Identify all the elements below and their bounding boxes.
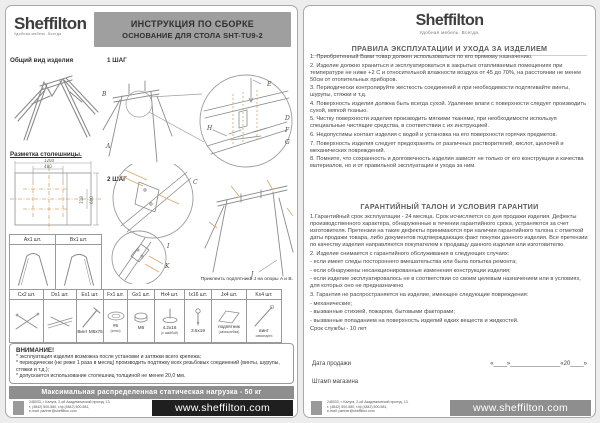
brand-tagline: Удобная мебель. Всегда. [419, 30, 480, 35]
footer-address-line3: e-mail: partner@sheffilton.com [327, 409, 375, 414]
dim-inner-height: 318 [79, 196, 84, 204]
part-icon-a-leg [13, 249, 53, 287]
fig-label-C: C [193, 179, 198, 186]
part-icon-i-screw [192, 308, 204, 328]
part-icon-b-leg [59, 249, 99, 287]
part-cell-j [211, 289, 247, 343]
part-cell-c [9, 289, 44, 343]
rules-text [310, 54, 589, 172]
part-name-f: #6 [112, 323, 119, 329]
warning-item: * допускается использование столешниц толщиной не менее 20,0 мм. [16, 373, 186, 380]
part-cell-d [43, 289, 77, 343]
rule-item: 8. Помните, что сохранность и долговечность изделия зависят не только от его конструкции и качества материалов, но и от правильной эксплуатации и ухода за ним. [310, 156, 584, 170]
part-name-e: Винт M6x75 [77, 329, 103, 335]
footer-address-line1: 248033, г. Калуга, 2-ой Академический проезд, 13, [29, 400, 111, 404]
part-sub-f: (ключ) [110, 328, 121, 333]
sale-date-blank[interactable]: «____»_______________«20____» [490, 361, 587, 367]
instruction-title: ИНСТРУКЦИЯ ПО СБОРКЕ [130, 19, 255, 29]
fig-label-J: J [251, 271, 254, 278]
rules-title: ПРАВИЛА ЭКСПЛУАТАЦИИ И УХОДА ЗА ИЗДЕЛИЕМ [312, 44, 587, 56]
warranty-line: Срок службы - 10 лет [310, 326, 367, 333]
part-icon-k-screw [252, 304, 276, 328]
part-cell-h [154, 289, 185, 343]
dim-outer-height: 600 [89, 196, 94, 204]
part-name-i: 3.5x19 [191, 328, 205, 334]
warranty-line: 1.Гарантийный срок эксплуатации - 24 месяца. Срок исчисляется со дня продажи изделия. Дефекты производственного характера, обнаруженные в течении гарантийного срока, устраняются за счет изготовителя. Претензии на такие дефекты принимаются при наличии гарантийного талона с отметкой даты продажи товара, либо документов подтверждающих факт покупки данного изделия. Все претензии по качеству изделия направляются покупателем к продавцу данного изделия или изготовителю. [310, 214, 588, 248]
part-icon-e-bolt [79, 307, 101, 329]
rule-item: 7. Поверхность изделия следует предохранять от различных растворителей, кислот, щелочей и механических повреждений. [310, 140, 564, 154]
part-label-a: Ax1 шт. [10, 235, 55, 245]
part-label-d: Dx1 шт. [44, 290, 76, 300]
store-stamp-label: Штамп магазина [312, 379, 359, 385]
warranty-title: ГАРАНТИЙНЫЙ ТАЛОН И УСЛОВИЯ ГАРАНТИИ [360, 202, 539, 211]
warning-item: * периодически (не реже 1 раза в месяц) производить подтяжку всех резьбовых соединений (винты, шурупы, стяжки и т.д.); [16, 360, 280, 373]
warranty-line: - если имеет следы постороннего вмешательства или была попытка ремонта; [310, 259, 517, 266]
rule-item: 1. Приобретенный Вами товар должен использоваться по его прямому назначению. [310, 54, 533, 60]
warning-title: ВНИМАНИЕ! [16, 347, 55, 354]
fig-label-E: E [267, 81, 272, 88]
part-label-i: Ix16 шт. [185, 290, 211, 300]
part-name-h: 4.2x16 [162, 325, 177, 331]
fig-label-F: F [285, 127, 290, 134]
footer-right [304, 400, 595, 417]
warning-box [9, 343, 294, 384]
fig-label-B: B [102, 91, 107, 98]
step2-label: 2 ШАГ [107, 176, 127, 183]
warranty-line: - вызванные попаданием на поверхность изделий едких веществ и жидкостей. [310, 317, 519, 324]
part-icon-f-key [106, 309, 126, 323]
fig-label-H: H [207, 125, 213, 132]
warranty-line: - если изделие эксплуатировалось не в соответствии со своим целевым назначением или в условиях, для которых оно не предназначено [310, 276, 581, 290]
part-label-c: Cx2 шт. [10, 290, 43, 300]
glue-note: Приклеить подпятники J на опоры A и B. [200, 277, 293, 282]
footer-address-line2: т. (4842) 500-580, т/ф (4842) 500-581, [327, 404, 388, 409]
fig-label-D: D [285, 115, 290, 122]
product-title: ОСНОВАНИЕ ДЛЯ СТОЛА SHT-TU9-2 [122, 31, 263, 40]
overview-drawing [10, 66, 100, 148]
brand-logo [14, 15, 86, 36]
part-label-f: Fx1 шт. [104, 290, 127, 300]
warning-item: * эксплуатация изделия возможна после установки и затяжки всего крепежа; [16, 354, 202, 360]
overview-label: Общий вид изделия [10, 57, 74, 64]
dim-inner-width: 480 [44, 164, 52, 169]
part-icon-j-pad [216, 308, 242, 324]
footer-logo-mark [311, 401, 322, 415]
part-name-j: подпятник [218, 324, 240, 330]
part-label-k: Kx4 шт. [247, 290, 281, 300]
brand-tagline: Удобная мебель. Всегда. [14, 32, 63, 36]
part-label-b: Bx1 шт. [56, 235, 101, 245]
rule-item: 6. Недопустимы контакт изделия с водой и установка на его поверхности горячих предметов. [310, 131, 558, 138]
part-sub-h: (с шайбой) [160, 330, 179, 335]
instruction-title-box [94, 12, 291, 47]
footer-address [327, 400, 408, 414]
rule-item: 3. Периодически контролируйте жесткость соединений и при необходимости подтягивайте винты, шурупы, стяжки и т.д. [310, 85, 570, 99]
part-name-k: винт [259, 328, 269, 334]
brand-logo-text: Sheffilton [14, 14, 87, 33]
fig-label-K: K [165, 263, 170, 270]
step1-label: 1 ШАГ [107, 57, 127, 64]
footer-address-line1: 248033, г. Калуга, 2-ой Академический проезд, 13, [327, 400, 409, 404]
footer-left [6, 400, 297, 417]
warranty-line: 3. Гарантия не распространяется на изделие, имеющее следующие повреждения: [310, 291, 529, 298]
part-cell-b [55, 234, 102, 292]
part-sub-j: (самоклейка) [218, 329, 240, 334]
parts-table-hardware [9, 289, 282, 343]
rule-item: 2. Изделие должно храниться и эксплуатироваться в закрытых отапливаемых помещениях при температуре не ниже +2 С и относительной влажности воздуха от 45 до 70%, на расстоянии не менее 50см от отопительных приборов. [310, 62, 582, 83]
warranty-text [310, 214, 589, 335]
warranty-line: - если обнаружены несанкционированные изменения конструкции изделия; [310, 267, 511, 274]
max-load-banner: Максимальная распределенная статическая нагрузка - 50 кг [9, 386, 294, 399]
assembly-instruction-page [5, 5, 298, 418]
footer-address-line3: e-mail: partner@sheffilton.com [29, 409, 77, 414]
warranty-page [303, 5, 596, 418]
parts-table-ab [9, 234, 102, 292]
part-cell-k [246, 289, 282, 343]
part-label-e: Ex1 шт. [77, 290, 103, 300]
tabletop-layout-drawing [9, 159, 105, 235]
part-cell-i [184, 289, 212, 343]
sale-date-label: Дата продажи [312, 361, 351, 367]
part-label-g: Gx1 шт. [128, 290, 154, 300]
warranty-line: 2. Изделие снимается с гарантийного обслуживания в следующих случаях: [310, 250, 510, 257]
part-label-h: Hx4 шт. [155, 290, 184, 300]
footer-address [29, 400, 110, 414]
footer-website: www.sheffilton.com [152, 400, 293, 416]
footer-website: www.sheffilton.com [450, 400, 591, 416]
step2-drawing [101, 164, 296, 284]
part-label-j: Jx4 шт. [212, 290, 246, 300]
step1-drawing [101, 64, 296, 172]
brand-logo-text: Sheffilton [415, 12, 484, 29]
part-icon-c-crossbar [13, 307, 41, 335]
footer-logo-mark [13, 401, 24, 415]
rule-item: 4. Поверхность изделия должна быть всегда сухой. Удаление влаги с поверхности следует производить сухой, мягкой тканью. [310, 100, 587, 114]
part-cell-g [127, 289, 155, 343]
part-sub-k: самонарез [255, 333, 273, 338]
footer-address-line2: т. (4842) 500-580, т/ф (4842) 500-581, [29, 404, 90, 409]
dim-outer-width: 1200 [43, 159, 55, 163]
part-icon-d-crossbar [46, 307, 74, 335]
warranty-line: - механические; [310, 300, 353, 307]
part-name-g: M6 [137, 325, 145, 331]
fig-label-A: A [106, 143, 111, 150]
warranty-line: - вызванные стихией, пожаром, бытовыми факторами; [310, 309, 456, 316]
part-cell-a [9, 234, 56, 292]
brand-logo-right [304, 13, 595, 35]
part-icon-h-foot [160, 307, 180, 325]
part-icon-g-nut [132, 311, 150, 325]
fig-label-I: I [167, 243, 170, 250]
tabletop-layout-label: Разметка столешницы. [10, 151, 82, 158]
part-cell-f [103, 289, 128, 343]
rule-item: 5. Чистку поверхности изделия производить мягкими тканями, при необходимости используя специальные чистящие средства, в соответствии с их инструкцией. [310, 116, 557, 130]
part-cell-e [76, 289, 104, 343]
fig-label-G: G [285, 139, 290, 146]
